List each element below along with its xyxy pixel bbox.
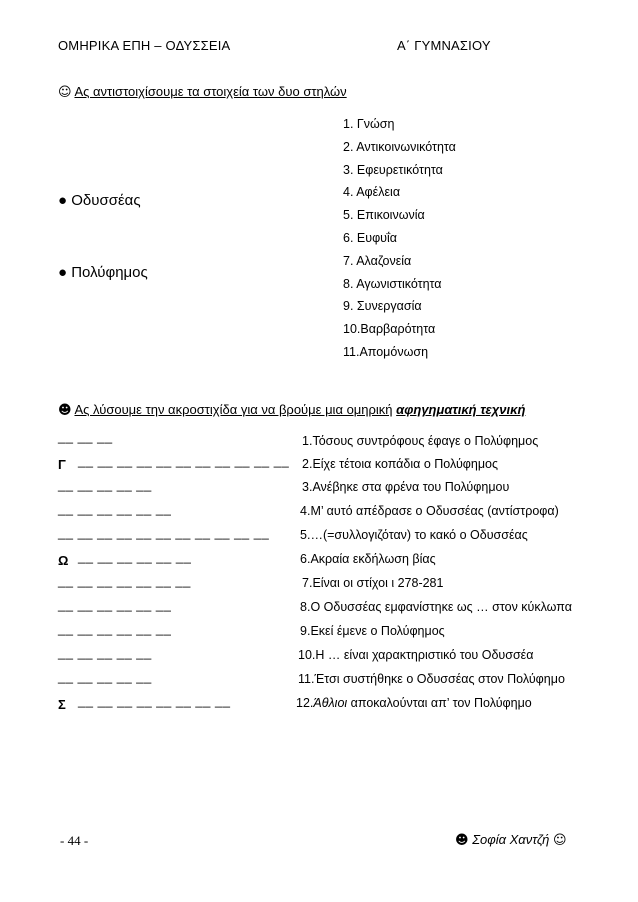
header-left-title: ΟΜΗΡΙΚΑ ΕΠΗ – ΟΔΥΣΣΕΙΑ <box>58 38 231 53</box>
clue-text: Η … είναι χαρακτηριστικό του Οδυσσέα <box>315 648 534 662</box>
clue-number: 1. <box>302 434 313 448</box>
acrostic-clue <box>300 528 528 542</box>
black-smiley-icon: ☻ <box>58 403 72 418</box>
header-right-title: Α΄ ΓΥΜΝΑΣΙΟΥ <box>397 38 491 53</box>
clue-number: 8. <box>300 600 311 614</box>
clue-number: 12. <box>296 696 314 710</box>
left-item-polyphemus: ● Πολύφημος <box>58 264 148 281</box>
acrostic-blanks[interactable]: __ __ __ __ __ <box>58 669 152 684</box>
clue-number: 4. <box>300 504 311 518</box>
acrostic-letter: Σ <box>58 697 66 712</box>
acrostic-blanks[interactable]: __ __ __ __ __ __ __ __ __ __ __ <box>58 525 270 540</box>
list-item: 2. Αντικοινωνικότητα <box>343 140 456 154</box>
acrostic-blanks[interactable]: __ __ __ __ __ __ <box>58 597 172 612</box>
clue-text: αποκαλούνται απ’ τον Πολύφημο <box>347 696 532 710</box>
clue-text: Ανέβηκε στα φρένα του Πολύφημου <box>312 480 510 494</box>
list-item: 9. Συνεργασία <box>343 299 422 313</box>
clue-text: Εκεί έμενε ο Πολύφημος <box>310 624 445 638</box>
list-item: 7. Αλαζονεία <box>343 254 412 268</box>
list-item: 6. Ευφυΐα <box>343 231 398 245</box>
acrostic-clue <box>302 480 509 494</box>
acrostic-instruction <box>58 402 525 418</box>
left-item-odysseus: ● Οδυσσέας <box>58 192 141 209</box>
acrostic-blanks[interactable]: __ __ __ __ __ __ <box>58 621 172 636</box>
list-item: 10.Βαρβαρότητα <box>343 322 436 336</box>
clue-text: Έτσι συστήθηκε ο Οδυσσέας στον Πολύφημο <box>314 672 565 686</box>
acrostic-clue <box>296 696 532 710</box>
acrostic-clue <box>300 624 445 638</box>
acrostic-clue <box>302 457 498 471</box>
clue-number: 11. <box>298 672 315 686</box>
smiley-icon: ☺ <box>553 833 567 848</box>
acrostic-blanks[interactable]: __ __ __ __ __ __ __ __ <box>78 693 231 708</box>
list-item: 11.Απομόνωση <box>343 345 429 359</box>
clue-text: Τόσους συντρόφους έφαγε ο Πολύφημος <box>312 434 539 448</box>
matching-instruction-text: Ας αντιστοιχίσουμε τα στοιχεία των δυο στηλών <box>74 84 347 99</box>
acrostic-instruction-text: Ας λύσουμε την ακροστιχίδα για να βρούμε μια ομηρική <box>74 402 393 417</box>
author-name: Σοφία Χαντζή <box>472 832 550 847</box>
acrostic-clue <box>302 434 538 448</box>
acrostic-letter: Γ <box>58 457 66 472</box>
acrostic-blanks[interactable]: __ __ __ __ __ __ __ <box>58 573 191 588</box>
acrostic-blanks[interactable]: __ __ __ <box>58 429 113 444</box>
list-item: 3. Εφευρετικότητα <box>343 163 443 177</box>
list-item: 8. Αγωνιστικότητα <box>343 277 442 291</box>
acrostic-clue <box>300 504 559 518</box>
list-item: 4. Αφέλεια <box>343 185 401 199</box>
clue-text: Είναι οι στίχοι ι 278-281 <box>312 576 444 590</box>
smiley-icon: ☺ <box>58 85 72 100</box>
acrostic-blanks[interactable]: __ __ __ __ __ __ __ __ __ __ __ <box>78 453 290 468</box>
acrostic-blanks[interactable]: __ __ __ __ __ <box>58 645 152 660</box>
acrostic-clue <box>298 648 533 662</box>
acrostic-letter: Ω <box>58 553 69 568</box>
author-signature <box>455 832 567 848</box>
clue-number: 5. <box>300 528 311 542</box>
acrostic-clue <box>300 600 572 614</box>
acrostic-blanks[interactable]: __ __ __ __ __ __ <box>58 501 172 516</box>
clue-text: Είχε τέτοια κοπάδια ο Πολύφημος <box>312 457 499 471</box>
acrostic-blanks[interactable]: __ __ __ __ __ __ <box>78 549 192 564</box>
clue-text: …(=συλλογιζόταν) το κακό ο Οδυσσέας <box>310 528 528 542</box>
clue-number: 9. <box>300 624 311 638</box>
clue-text: Ακραία εκδήλωση βίας <box>310 552 436 566</box>
acrostic-clue <box>302 576 443 590</box>
acrostic-blanks[interactable]: __ __ __ __ __ <box>58 477 152 492</box>
black-smiley-icon: ☻ <box>455 833 469 848</box>
list-item: 1. Γνώση <box>343 117 395 131</box>
matching-instruction <box>58 84 347 100</box>
acrostic-clue <box>298 672 565 686</box>
clue-number: 6. <box>300 552 311 566</box>
clue-number: 7. <box>302 576 313 590</box>
clue-text: Μ’ αυτό απέδρασε ο Οδυσσέας (αντίστροφα) <box>310 504 559 518</box>
clue-number: 3. <box>302 480 313 494</box>
clue-italic-word: Άθλιοι <box>313 696 348 710</box>
acrostic-clue <box>300 552 436 566</box>
acrostic-instruction-emphasis: αφηγηματική τεχνική <box>396 402 526 417</box>
page-number: - 44 - <box>60 833 89 848</box>
clue-number: 10. <box>298 648 316 662</box>
list-item: 5. Επικοινωνία <box>343 208 425 222</box>
clue-text: Ο Οδυσσέας εμφανίστηκε ως … στον κύκλωπα <box>310 600 572 614</box>
clue-number: 2. <box>302 457 313 471</box>
